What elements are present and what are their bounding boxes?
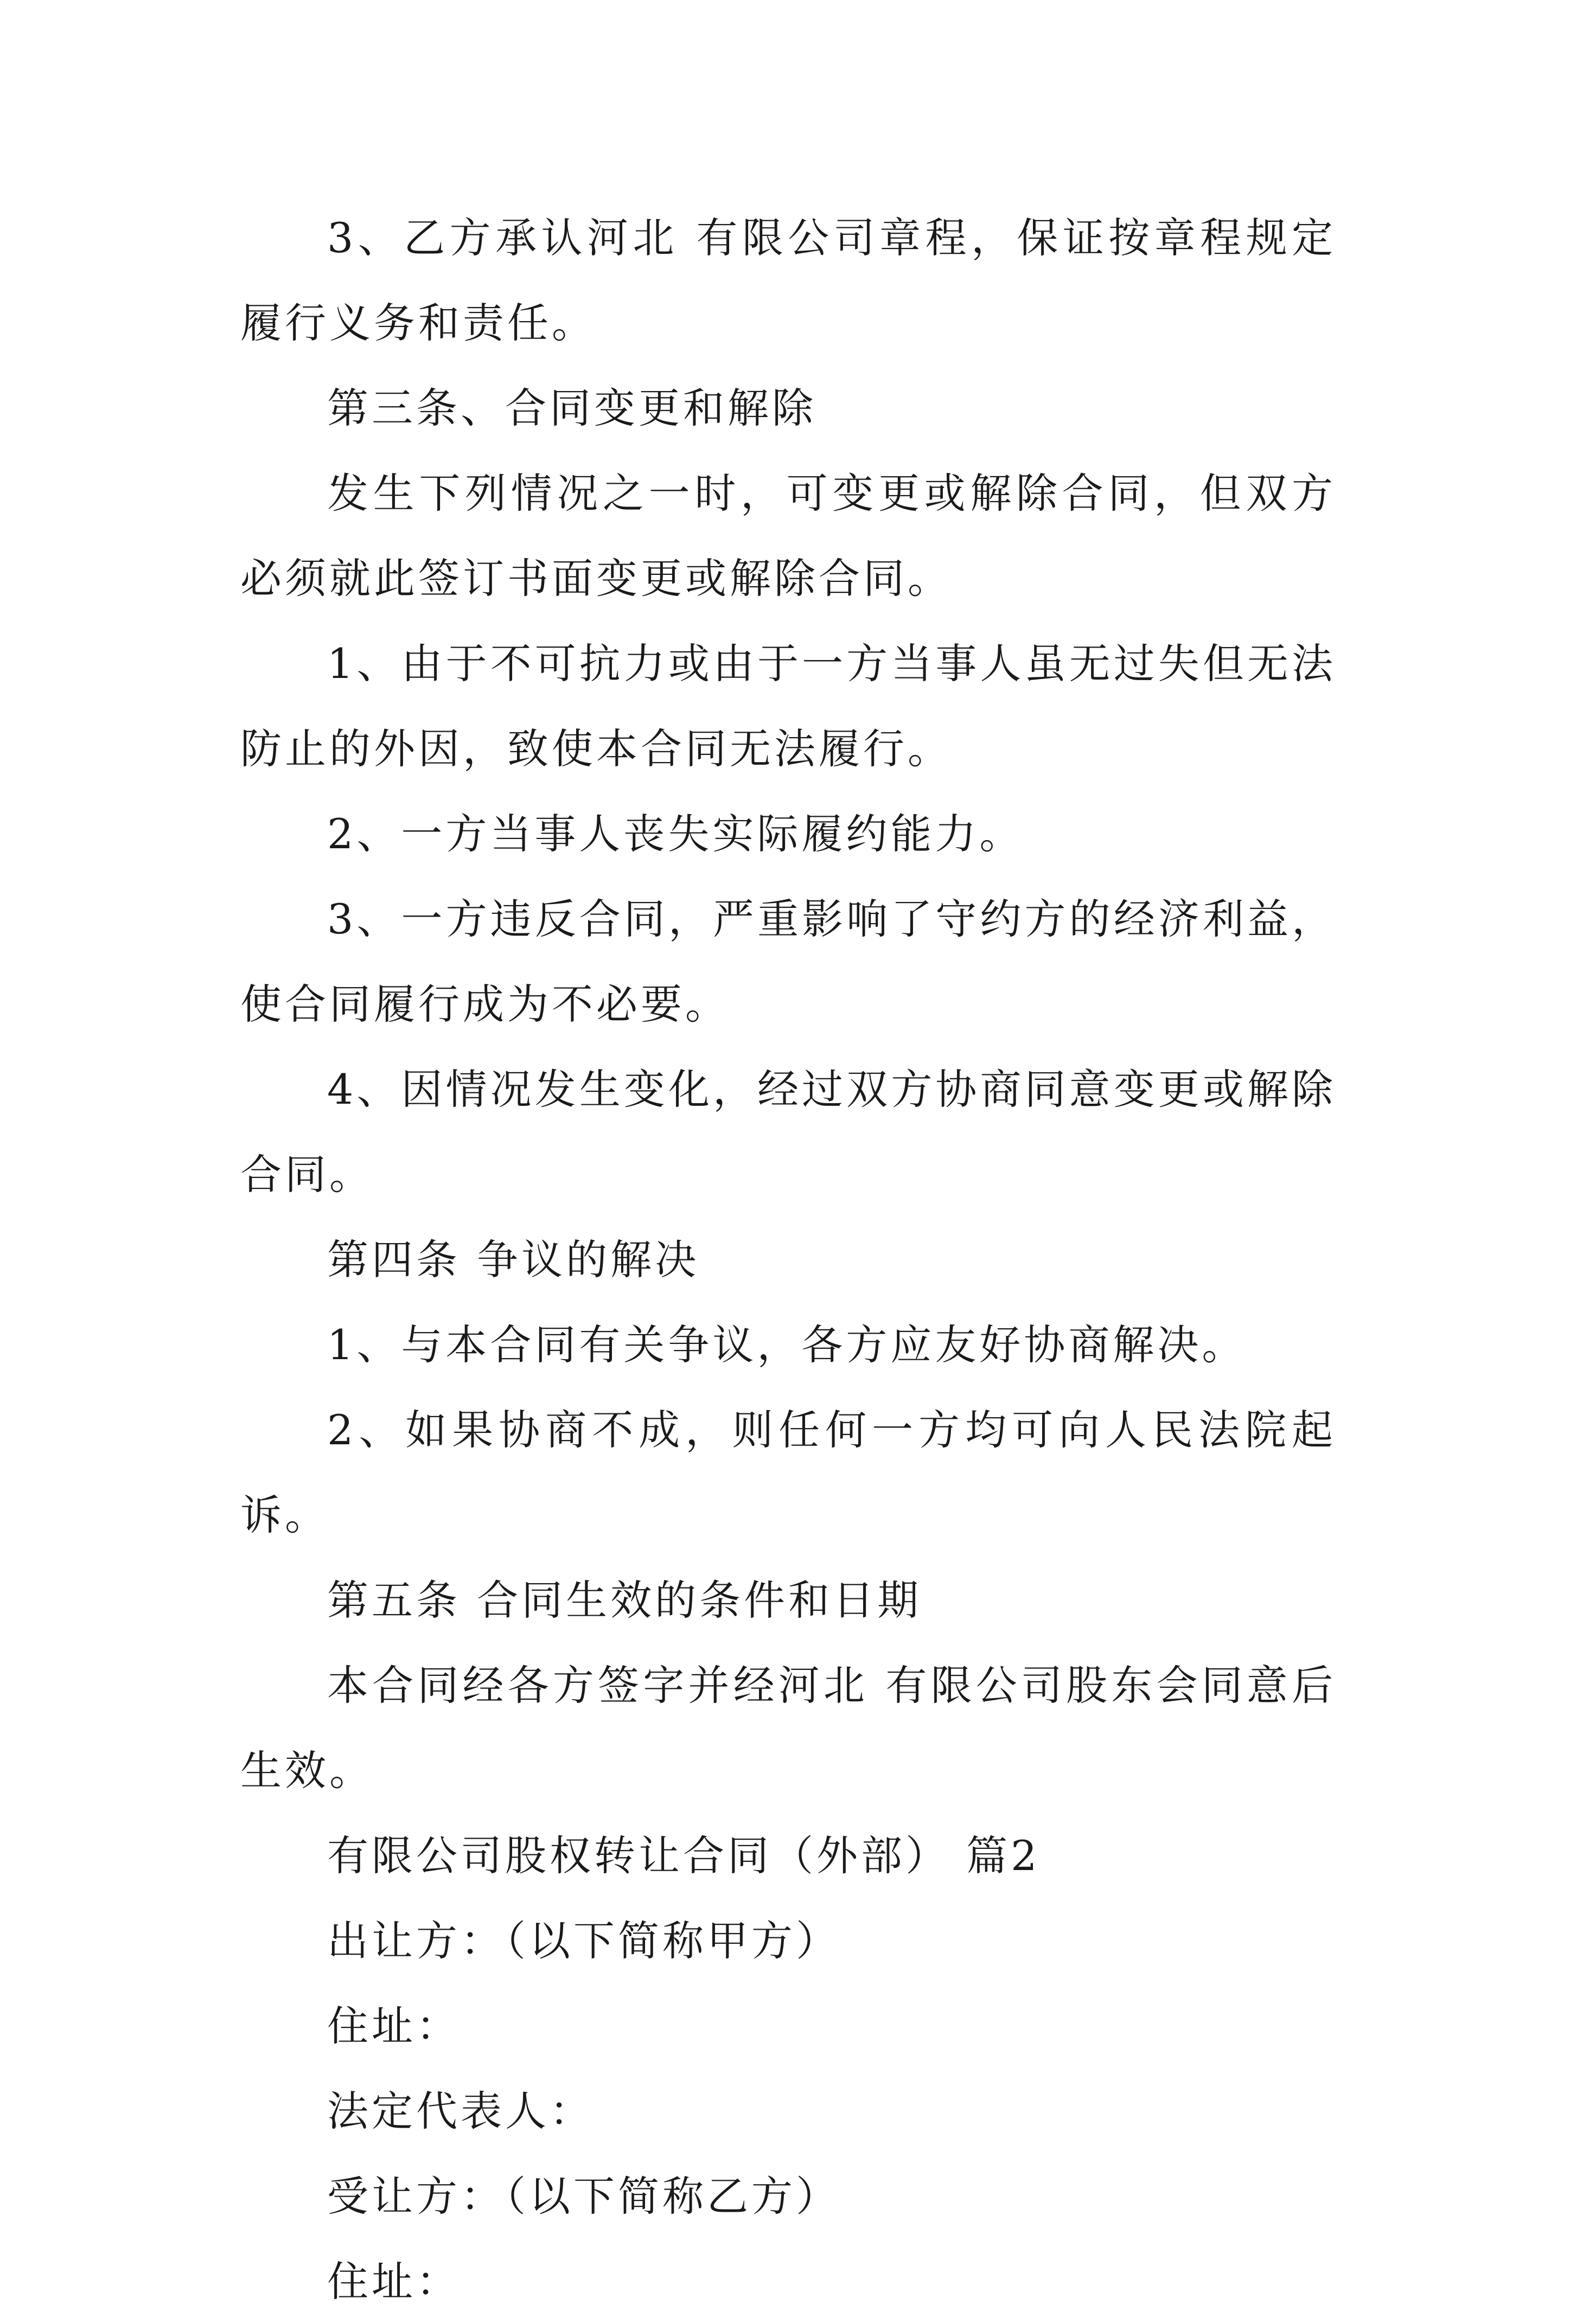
legal-representative-line: 法定代表人： [327,2087,594,2135]
article-3-intro-paragraph: 发生下列情况之一时，可变更或解除合同，但双方必须就此签订书面变更或解除合同。 [240,469,1336,603]
article-5-heading: 第五条 合同生效的条件和日期 [327,1576,922,1624]
article-4-item-1: 1、与本合同有关争议，各方应友好协商解决。 [327,1321,1247,1369]
contract-2-title: 有限公司股权转让合同（外部） 篇2 [327,1832,1041,1880]
document-body [240,195,1336,2324]
article-3-heading: 第三条、合同变更和解除 [327,384,816,432]
article-5-paragraph: 本合同经各方签字并经河北 有限公司股东会同意后生效。 [240,1661,1336,1795]
transferee-line: 受让方：（以下简称乙方） [327,2172,840,2220]
article-3-item-4: 4、因情况发生变化，经过双方协商同意变更或解除合同。 [240,1065,1336,1199]
article-4-item-2: 2、如果协商不成，则任何一方均可向人民法院起诉。 [240,1406,1336,1539]
article-4-heading: 第四条 争议的解决 [327,1235,700,1284]
transferee-address-line: 住址： [327,2257,461,2306]
article-3-item-3: 3、一方违反合同，严重影响了守约方的经济利益，使合同履行成为不必要。 [240,895,1336,1028]
transferor-line: 出让方：（以下简称甲方） [327,1917,840,1965]
clause-2-3-paragraph: 3、乙方承认河北 有限公司章程，保证按章程规定履行义务和责任。 [240,214,1336,347]
article-3-item-1: 1、由于不可抗力或由于一方当事人虽无过失但无法防止的外因，致使本合同无法履行。 [240,639,1336,773]
article-3-item-2: 2、一方当事人丧失实际履约能力。 [327,810,1024,858]
transferor-address-line: 住址： [327,2002,461,2050]
